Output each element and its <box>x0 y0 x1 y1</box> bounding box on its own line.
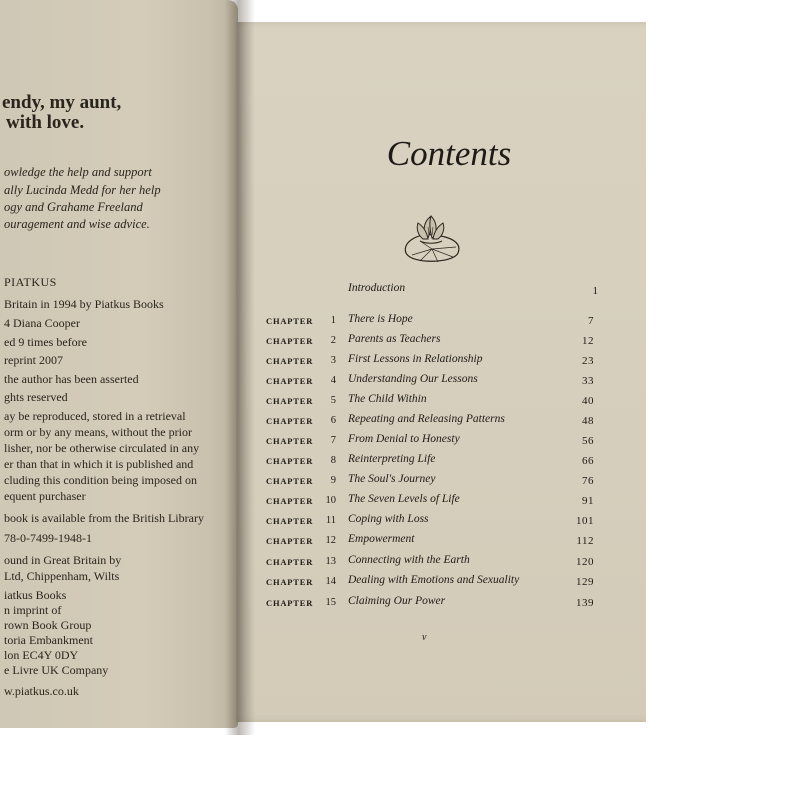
toc-row <box>236 554 646 572</box>
toc-introduction-page: 1 <box>592 285 598 297</box>
chapter-label: CHAPTER <box>266 336 314 346</box>
imprint-line: Ltd, Chippenham, Wilts <box>4 569 120 583</box>
chapter-number: 3 <box>330 355 336 366</box>
contents-page <box>236 22 646 722</box>
toc-row <box>236 595 646 613</box>
imprint-line: 4 Diana Cooper <box>4 316 80 330</box>
toc-row <box>236 333 646 351</box>
chapter-label: CHAPTER <box>266 557 314 567</box>
toc-row <box>236 453 646 471</box>
chapter-title: The Seven Levels of Life <box>348 493 460 505</box>
imprint-line: ound in Great Britain by <box>4 553 122 567</box>
toc-introduction-title: Introduction <box>348 282 406 294</box>
toc-row <box>236 353 646 371</box>
imprint-line: the author has been asserted <box>4 372 139 386</box>
toc-row <box>236 473 646 491</box>
chapter-label: CHAPTER <box>266 416 314 426</box>
website-line: w.piatkus.co.uk <box>4 684 79 698</box>
imprint-line: book is available from the British Library <box>4 511 204 525</box>
chapter-page: 48 <box>582 415 594 427</box>
imprint-line: ay be reproduced, stored in a retrieval <box>4 409 186 423</box>
imprint-line: n imprint of <box>4 603 62 617</box>
left-page <box>0 0 238 728</box>
chapter-page: 112 <box>576 535 594 547</box>
chapter-title: Parents as Teachers <box>348 333 441 345</box>
chapter-title: Coping with Loss <box>348 513 429 525</box>
imprint-line: equent purchaser <box>4 489 86 503</box>
chapter-number: 8 <box>330 455 336 466</box>
chapter-page: 23 <box>582 355 594 367</box>
chapter-title: The Child Within <box>348 393 427 405</box>
chapter-title: Claiming Our Power <box>348 595 446 607</box>
chapter-number: 10 <box>325 495 336 506</box>
imprint-line: ghts reserved <box>4 390 68 404</box>
imprint-line: iatkus Books <box>4 588 67 602</box>
chapter-number: 13 <box>325 556 336 567</box>
imprint-line: reprint 2007 <box>4 353 63 367</box>
imprint-line: Britain in 1994 by Piatkus Books <box>4 297 164 311</box>
chapter-title: Connecting with the Earth <box>348 554 470 566</box>
toc-row <box>236 533 646 551</box>
imprint-line: toria Embankment <box>4 633 93 647</box>
chapter-page: 33 <box>582 375 594 387</box>
chapter-label: CHAPTER <box>266 577 314 587</box>
chapter-label: CHAPTER <box>266 316 314 326</box>
chapter-title: Dealing with Emotions and Sexuality <box>348 574 520 586</box>
acknowledgement-line: ogy and Grahame Freeland <box>4 200 143 214</box>
contents-heading: Contents <box>386 134 512 173</box>
chapter-page: 129 <box>576 576 594 588</box>
chapter-title: Repeating and Releasing Patterns <box>348 413 505 425</box>
dedication-line: with love. <box>6 112 85 133</box>
chapter-number: 9 <box>330 475 336 486</box>
chapter-page: 139 <box>576 597 594 609</box>
toc-row <box>236 413 646 431</box>
imprint-line: ed 9 times before <box>4 335 87 349</box>
toc-row <box>236 493 646 511</box>
imprint-line: orm or by any means, without the prior <box>4 425 192 439</box>
chapter-page: 91 <box>582 495 594 507</box>
chapter-label: CHAPTER <box>266 476 314 486</box>
chapter-page: 40 <box>582 395 594 407</box>
page-folio: v <box>422 632 427 643</box>
imprint-line: rown Book Group <box>4 618 92 632</box>
isbn-line: 78-0-7499-1948-1 <box>4 531 92 545</box>
chapter-label: CHAPTER <box>266 356 314 366</box>
chapter-number: 1 <box>330 315 336 326</box>
chapter-page: 76 <box>582 475 594 487</box>
chapter-number: 2 <box>330 335 336 346</box>
chapter-label: CHAPTER <box>266 396 314 406</box>
chapter-title: Understanding Our Lessons <box>348 373 478 385</box>
chapter-label: CHAPTER <box>266 598 314 608</box>
toc-row <box>236 433 646 451</box>
imprint-line: er than that in which it is published and <box>4 457 194 471</box>
imprint-line: e Livre UK Company <box>4 663 109 677</box>
chapter-title: Reinterpreting Life <box>348 453 436 465</box>
acknowledgement-line: ally Lucinda Medd for her help <box>4 183 161 197</box>
chapter-title: First Lessons in Relationship <box>348 353 483 365</box>
chapter-label: CHAPTER <box>266 536 314 546</box>
chapter-page: 12 <box>582 335 594 347</box>
publisher-name: PIATKUS <box>4 275 57 289</box>
imprint-line: lon EC4Y 0DY <box>4 648 79 662</box>
toc-row <box>236 373 646 391</box>
lotus-lily-pad-icon <box>398 205 468 275</box>
chapter-number: 14 <box>325 576 336 587</box>
toc-row <box>236 513 646 531</box>
chapter-page: 56 <box>582 435 594 447</box>
chapter-number: 7 <box>330 435 336 446</box>
chapter-number: 6 <box>330 415 336 426</box>
acknowledgement-line: ouragement and wise advice. <box>4 217 150 231</box>
toc-row <box>236 313 646 331</box>
chapter-page: 101 <box>576 515 594 527</box>
chapter-label: CHAPTER <box>266 516 314 526</box>
chapter-label: CHAPTER <box>266 436 314 446</box>
acknowledgement-line: owledge the help and support <box>4 165 152 179</box>
toc-row <box>236 393 646 411</box>
chapter-number: 4 <box>330 375 336 386</box>
chapter-page: 66 <box>582 455 594 467</box>
chapter-number: 11 <box>325 515 336 526</box>
chapter-label: CHAPTER <box>266 376 314 386</box>
chapter-number: 15 <box>325 597 336 608</box>
chapter-number: 5 <box>330 395 336 406</box>
chapter-page: 7 <box>588 315 594 327</box>
dedication-line: endy, my aunt, <box>2 92 122 113</box>
chapter-label: CHAPTER <box>266 456 314 466</box>
toc-row <box>236 574 646 592</box>
imprint-line: cluding this condition being imposed on <box>4 473 197 487</box>
chapter-number: 12 <box>325 535 336 546</box>
chapter-title: There is Hope <box>348 313 413 325</box>
chapter-title: From Denial to Honesty <box>348 433 460 445</box>
book-gutter-shadow <box>225 0 255 735</box>
chapter-title: The Soul's Journey <box>348 473 436 485</box>
chapter-label: CHAPTER <box>266 496 314 506</box>
imprint-line: lisher, nor be otherwise circulated in any <box>4 441 200 455</box>
chapter-page: 120 <box>576 556 594 568</box>
chapter-title: Empowerment <box>348 533 415 545</box>
